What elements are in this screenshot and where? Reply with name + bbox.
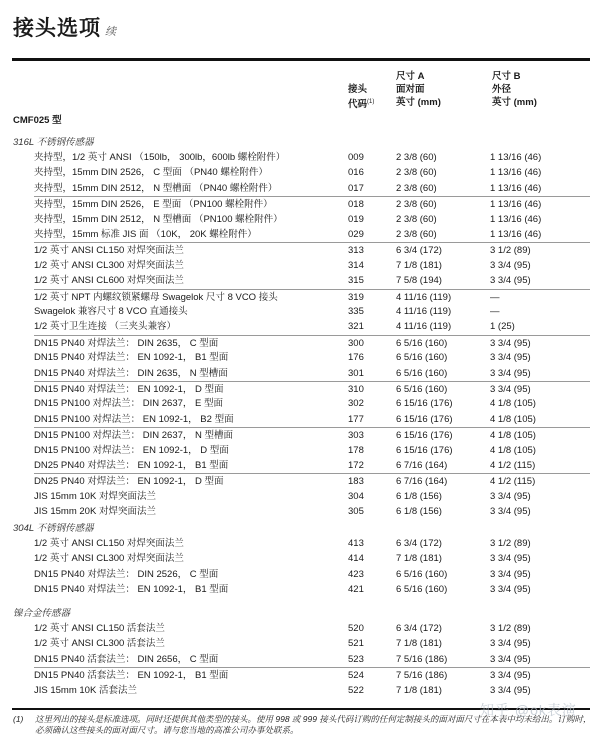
size-a-value: 2 3/8 (60) [396,152,437,163]
fitting-description: DN15 PN100 对焊法兰： EN 1092-1， D 型面 [34,444,229,456]
size-b-value: 4 1/8 (105) [490,444,536,456]
fitting-code: 302 [348,398,364,410]
table-row [34,489,590,504]
fitting-description: DN15 PN40 对焊法兰： EN 1092-1， D 型面 [34,384,224,395]
size-b-value: 3 3/4 (95) [490,275,531,287]
fitting-code: 016 [348,167,364,179]
size-a-value: 6 3/4 (172) [396,623,442,634]
size-a-value: 2 3/8 (60) [396,167,437,179]
fitting-code: 314 [348,259,364,271]
size-b-value: 1 13/16 (46) [490,167,542,179]
size-b-value: 3 3/4 (95) [490,259,531,271]
size-b-value: 3 3/4 (95) [490,670,531,682]
size-a-value: 7 1/8 (181) [396,638,442,650]
top-rule [12,58,590,61]
fitting-code: 019 [348,213,364,225]
fitting-code: 313 [348,245,364,257]
fitting-description: JIS 15mm 10K 活套法兰 [34,684,137,696]
fitting-description: 夹持型，15mm DIN 2526， C 型面 （PN40 螺栓附件） [34,167,268,179]
table-row [34,165,590,180]
footnote-text: 这里列出的接头是标准选项。同时还提供其他类型的接头。使用 998 或 999 接头代码订购的任何定制接头的面对面尺寸在本表中均未给出。订购时，必须确认这些接头的面对面尺寸。请与您当地的高准公司办事处联系。 [35,714,592,735]
fitting-code: 423 [348,568,364,580]
size-a-value: 7 5/16 (186) [396,670,448,682]
fitting-code: 301 [348,367,364,379]
size-a-value: 6 3/4 (172) [396,245,442,257]
size-b-value: 1 13/16 (46) [490,213,542,225]
size-b-value: 3 3/4 (95) [490,367,531,379]
table-row [34,289,590,305]
fitting-description: 夹持型，15mm DIN 2512， N 型槽面 （PN100 螺栓附件） [34,213,283,225]
fitting-description: 1/2 英寸卫生连接 （三夹头兼容） [34,321,176,333]
table-row [34,212,590,227]
fitting-description: DN15 PN40 对焊法兰： EN 1092-1， B1 型面 [34,584,229,596]
size-b-value: 1 (25) [490,321,515,333]
fitting-description: 夹持型，15mm DIN 2512， N 型槽面 （PN40 螺栓附件） [34,182,278,194]
size-b-value: — [490,291,500,303]
fitting-description: DN15 PN40 活套法兰： DIN 2656， C 型面 [34,653,219,665]
table-row [34,636,590,651]
size-a-value: 6 15/16 (176) [396,430,453,442]
fitting-code: 319 [348,291,364,303]
table-row [34,683,590,698]
fitting-description: Swagelok 兼容尺寸 8 VCO 直通接头 [34,306,188,317]
table-row [34,504,590,519]
fitting-code: 178 [348,444,364,456]
size-a-value: 6 15/16 (176) [396,413,453,425]
table-row [34,273,590,288]
fitting-description: DN15 PN100 对焊法兰： DIN 2637， E 型面 [34,398,224,410]
header-line: 尺寸 B [492,71,521,82]
size-b-value: 3 3/4 (95) [490,352,531,364]
table-row [34,551,590,566]
fitting-description: DN25 PN40 对焊法兰： EN 1092-1， B1 型面 [34,460,229,471]
fitting-code: 172 [348,460,364,471]
fitting-code: 176 [348,352,364,364]
fitting-code: 305 [348,506,364,518]
footnote-ref: (1) [367,99,375,105]
table-row [34,196,590,212]
header-line: 接头 [348,84,368,95]
group-title: 镍合金传感器 [13,608,71,619]
fitting-code: 017 [348,182,364,194]
size-a-value: 6 15/16 (176) [396,444,453,456]
fitting-description: 1/2 英寸 ANSI CL150 活套法兰 [34,623,165,634]
fitting-code: 304 [348,490,364,502]
table-row [34,567,590,582]
fitting-description: DN15 PN40 对焊法兰： DIN 2526， C 型面 [34,568,219,580]
size-b-value: 4 1/2 (115) [490,476,536,488]
size-a-value: 6 1/8 (156) [396,506,442,518]
fitting-code: 183 [348,476,364,488]
fitting-description: 1/2 英寸 ANSI CL300 对焊突面法兰 [34,259,184,271]
fitting-code: 335 [348,306,364,317]
header-line: 面对面 [396,84,425,95]
size-b-value: 4 1/8 (105) [490,430,536,442]
size-a-value: 6 7/16 (164) [396,476,448,488]
size-a-value: 2 3/8 (60) [396,229,437,240]
fitting-description: 夹持型，15mm 标准 JIS 面 （10K， 20K 螺栓附件） [34,229,257,240]
size-a-value: 6 7/16 (164) [396,460,448,471]
table-row [34,181,590,196]
size-a-value: 4 11/16 (119) [396,306,452,317]
table-row [34,335,590,351]
fitting-code: 421 [348,584,364,596]
fitting-code: 414 [348,553,364,565]
fitting-description: DN15 PN40 活套法兰： EN 1092-1， B1 型面 [34,670,229,682]
fitting-description: 1/2 英寸 NPT 内螺纹锁紧螺母 Swagelok 尺寸 8 VCO 接头 [34,291,278,303]
table-row [34,621,590,636]
fitting-description: DN25 PN40 对焊法兰： EN 1092-1， D 型面 [34,476,224,488]
fitting-code: 310 [348,384,364,395]
size-a-value: 6 5/16 (160) [396,367,448,379]
size-b-value: 3 3/4 (95) [490,337,531,349]
size-a-value: 6 5/16 (160) [396,352,448,364]
fitting-description: 1/2 英寸 ANSI CL300 活套法兰 [34,638,165,650]
size-b-value: 1 13/16 (46) [490,152,542,163]
column-header-code [348,83,374,111]
fitting-code: 009 [348,152,364,163]
table-row [34,396,590,411]
table-row [34,427,590,443]
size-a-value: 2 3/8 (60) [396,199,437,211]
table-row [34,443,590,458]
size-a-value: 2 3/8 (60) [396,182,437,194]
fitting-code: 520 [348,623,364,634]
table-row [34,227,590,242]
fitting-code: 413 [348,538,364,549]
table-row [34,473,590,489]
size-b-value: 3 3/4 (95) [490,684,531,696]
header-line: 英寸 (mm) [492,97,537,108]
size-b-value: 1 13/16 (46) [490,182,542,194]
size-b-value: 1 13/16 (46) [490,199,542,211]
model-label: CMF025 型 [13,115,62,126]
header-line [348,96,374,111]
size-a-value: 7 5/16 (186) [396,653,448,665]
table-row [34,412,590,427]
table-row [34,150,590,165]
continued-label: 续 [105,26,116,38]
size-a-value: 2 3/8 (60) [396,213,437,225]
size-a-value: 6 5/16 (160) [396,384,448,395]
group-title: 304L 不锈钢传感器 [13,523,94,534]
size-a-value: 4 11/16 (119) [396,321,452,333]
table-row [34,366,590,381]
size-b-value: 3 3/4 (95) [490,490,531,502]
fitting-code: 524 [348,670,364,682]
fitting-code: 018 [348,199,364,211]
header-line: 外径 [492,84,512,95]
group-title: 316L 不锈钢传感器 [13,137,94,148]
fitting-description: DN15 PN100 对焊法兰： DIN 2637， N 型槽面 [34,430,234,442]
size-b-value: 3 3/4 (95) [490,553,531,565]
fitting-code: 303 [348,430,364,442]
size-a-value: 7 1/8 (181) [396,684,442,696]
page-title [13,12,116,42]
header-line: 尺寸 A [396,71,425,82]
size-b-value: 1 13/16 (46) [490,229,542,240]
fitting-description: JIS 15mm 10K 对焊突面法兰 [34,490,156,502]
size-b-value: 3 1/2 (89) [490,245,531,257]
fitting-description: 1/2 英寸 ANSI CL300 对焊突面法兰 [34,553,184,565]
fitting-code: 029 [348,229,364,240]
table-row [34,667,590,683]
watermark: 知乎 @ok表演 [480,702,577,718]
size-a-value: 6 1/8 (156) [396,490,442,502]
fitting-description: 夹持型，15mm DIN 2526， E 型面 （PN100 螺栓附件） [34,199,273,211]
table-row [34,350,590,365]
table-row [34,319,590,334]
size-a-value: 7 1/8 (181) [396,259,442,271]
fitting-code: 522 [348,684,364,696]
size-b-value: 4 1/8 (105) [490,413,536,425]
size-a-value: 4 11/16 (119) [396,291,452,303]
header-line: 英寸 (mm) [396,97,441,108]
size-b-value: 3 1/2 (89) [490,538,531,549]
size-a-value: 6 5/16 (160) [396,584,448,596]
fitting-description: 1/2 英寸 ANSI CL600 对焊突面法兰 [34,275,184,287]
fitting-code: 523 [348,653,364,665]
size-a-value: 7 5/8 (194) [396,275,442,287]
size-b-value: 3 3/4 (95) [490,506,531,518]
fitting-code: 521 [348,638,364,650]
column-header-size-a [396,70,441,109]
fitting-description: JIS 15mm 20K 对焊突面法兰 [34,506,156,518]
column-header-size-b [492,70,537,109]
size-b-value: 4 1/2 (115) [490,460,536,471]
table-row [34,258,590,273]
fitting-code: 321 [348,321,364,333]
fitting-code: 177 [348,413,364,425]
size-b-value: 3 3/4 (95) [490,384,531,395]
table-row [34,381,590,397]
size-a-value: 7 1/8 (181) [396,553,442,565]
table-row [34,458,590,473]
size-b-value: 3 3/4 (95) [490,568,531,580]
size-b-value: 3 3/4 (95) [490,653,531,665]
size-a-value: 6 5/16 (160) [396,337,448,349]
fitting-description: 1/2 英寸 ANSI CL150 对焊突面法兰 [34,245,184,257]
fitting-description: 1/2 英寸 ANSI CL150 对焊突面法兰 [34,538,184,549]
footnote-number: (1) [13,714,24,724]
fitting-code: 315 [348,275,364,287]
table-row [34,582,590,597]
size-b-value: 3 3/4 (95) [490,638,531,650]
table-row [34,652,590,667]
size-b-value: 4 1/8 (105) [490,398,536,410]
fitting-description: 夹持型，1/2 英寸 ANSI （150lb， 300lb，600lb 螺栓附件） [34,152,286,163]
fitting-code: 300 [348,337,364,349]
page-title-text: 接头选项 [13,17,101,40]
size-a-value: 6 15/16 (176) [396,398,453,410]
table-row [34,242,590,258]
fitting-description: DN15 PN40 对焊法兰： DIN 2635， N 型槽面 [34,367,228,379]
size-b-value: 3 1/2 (89) [490,623,531,634]
fitting-description: DN15 PN40 对焊法兰： EN 1092-1， B1 型面 [34,352,229,364]
size-b-value: — [490,306,500,317]
fitting-description: DN15 PN40 对焊法兰： DIN 2635， C 型面 [34,337,219,349]
size-a-value: 6 3/4 (172) [396,538,442,549]
table-row [34,304,590,319]
header-text: 代码 [348,99,368,111]
fitting-description: DN15 PN100 对焊法兰： EN 1092-1， B2 型面 [34,413,234,425]
size-a-value: 6 5/16 (160) [396,568,448,580]
size-b-value: 3 3/4 (95) [490,584,531,596]
table-row [34,536,590,551]
